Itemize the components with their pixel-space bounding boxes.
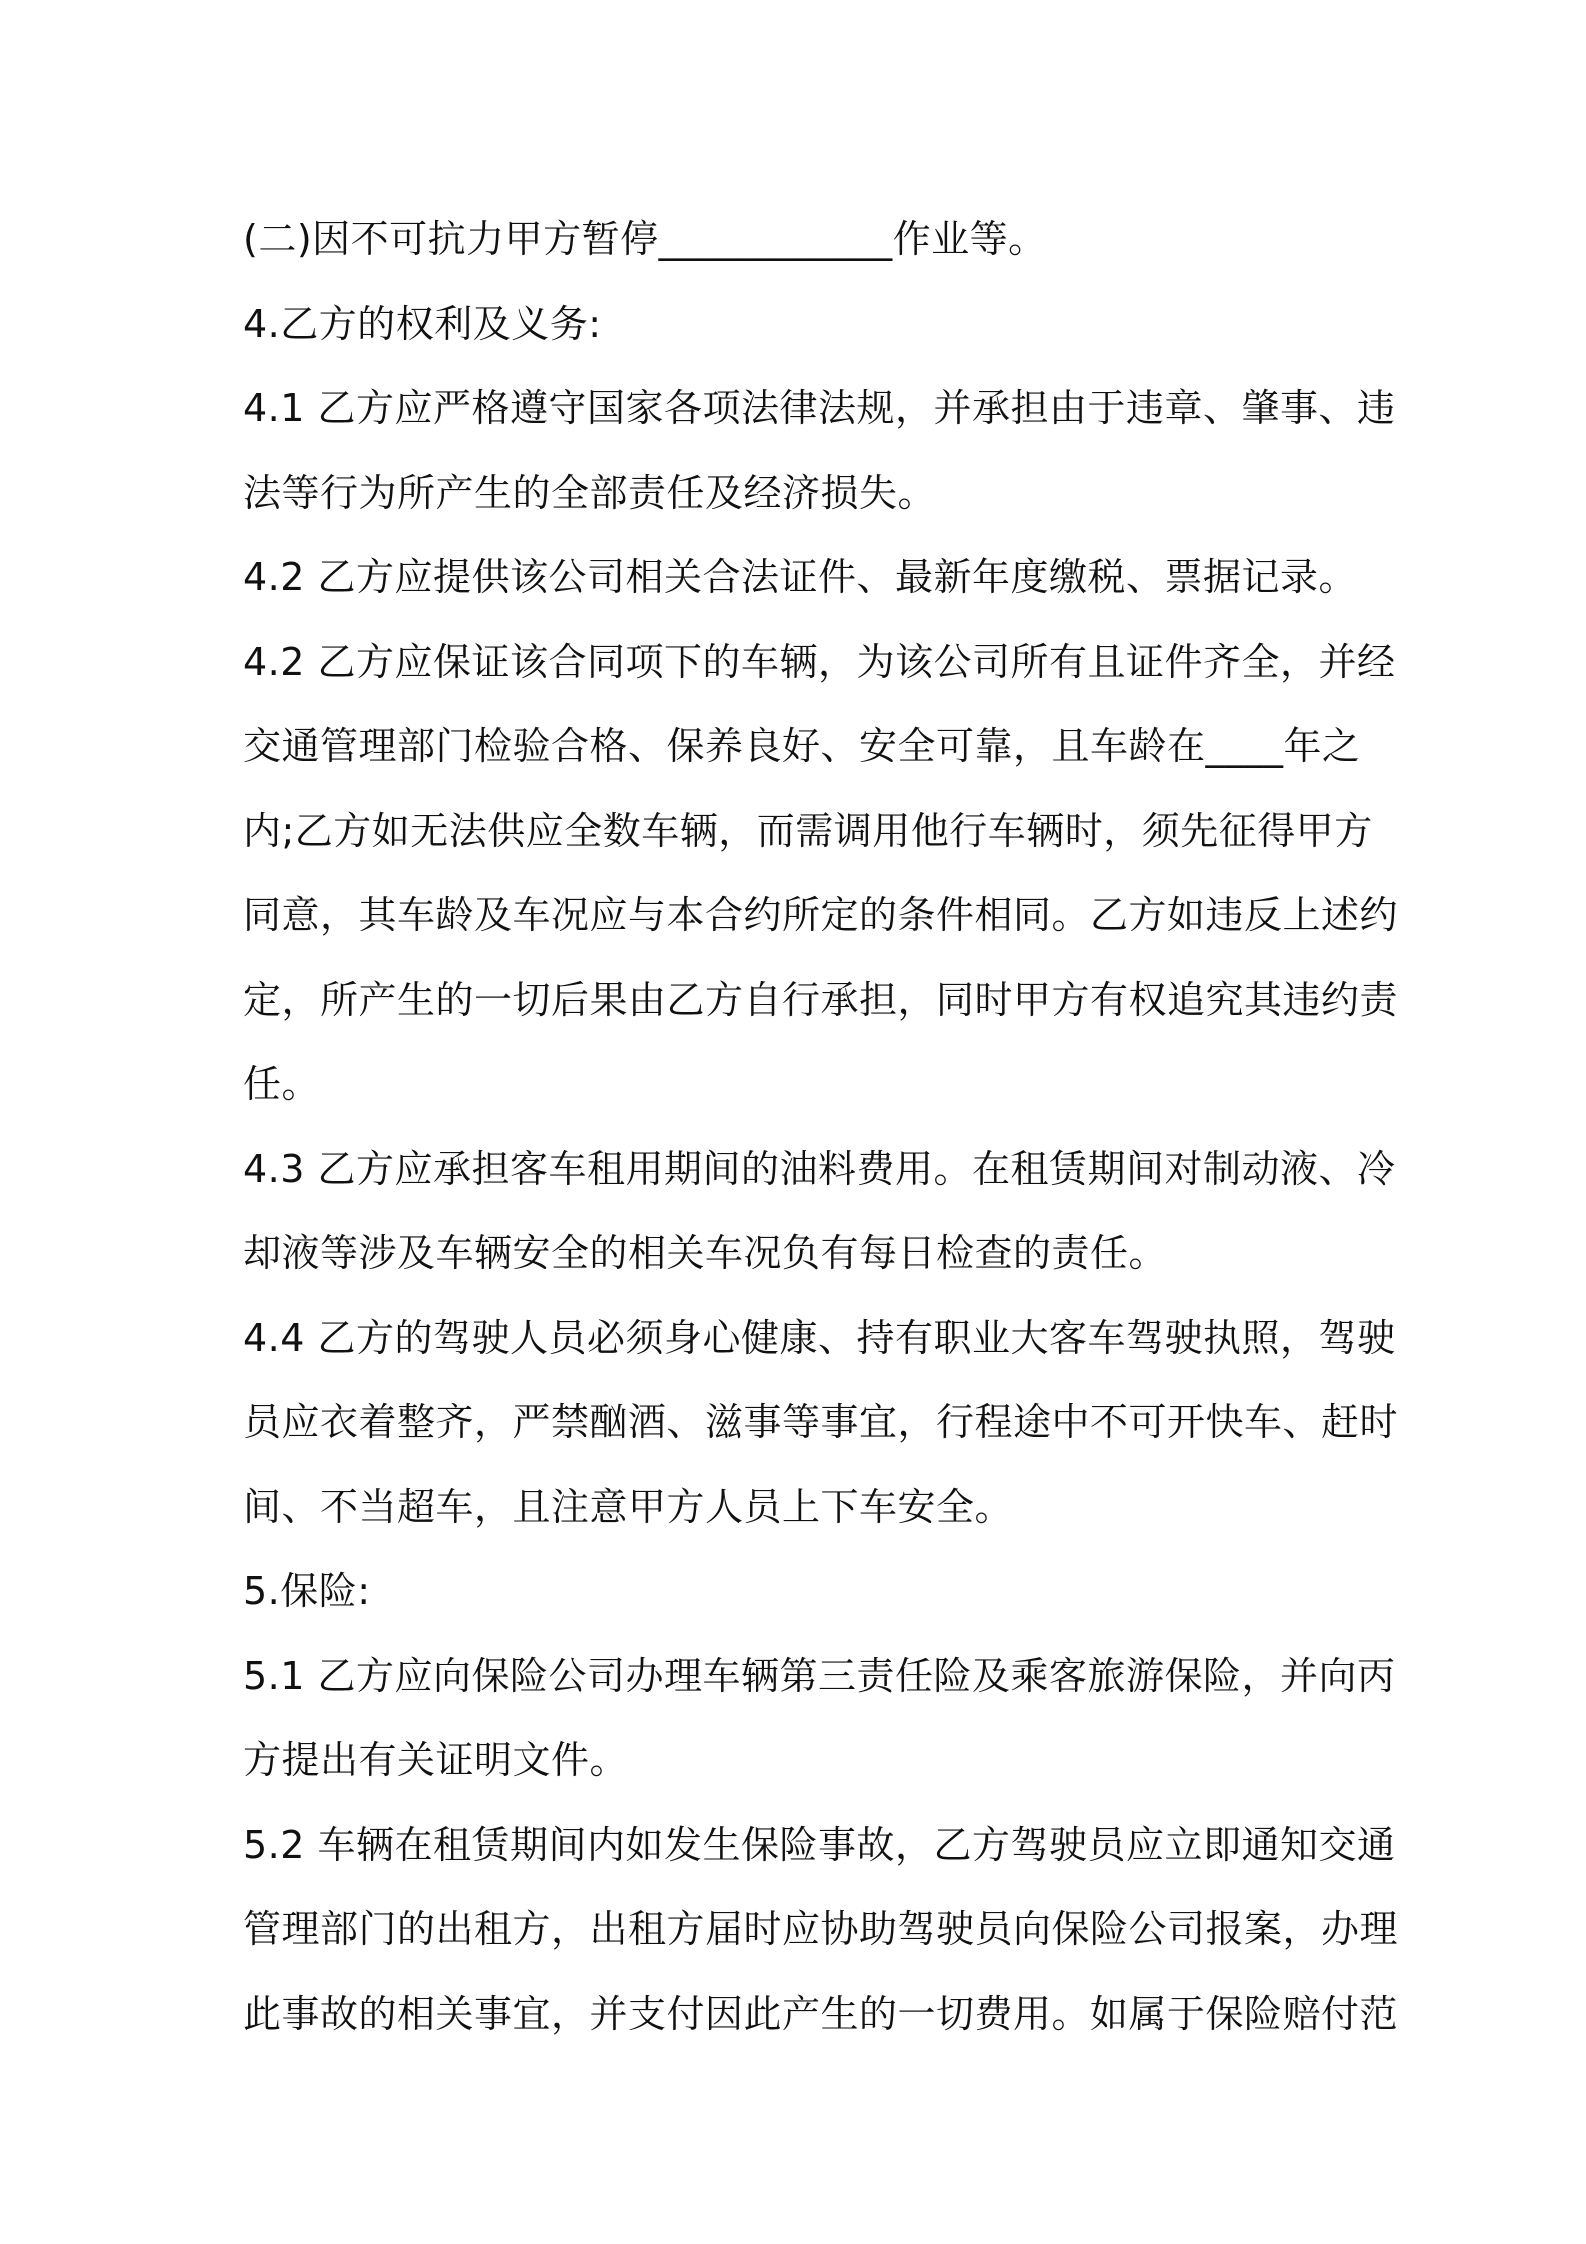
text-line: 定，所产生的一切后果由乙方自行承担，同时甲方有权追究其违约责 (243, 977, 1399, 1022)
text-line: 间、不当超车，且注意甲方人员上下车安全。 (243, 1484, 1014, 1529)
text-line: 交通管理部门检验合格、保养良好、安全可靠，且车龄在____年之 (243, 724, 1361, 768)
text-line: (二)因不可抗力甲方暂停____________作业等。 (243, 217, 1047, 261)
text-line: 此事故的相关事宜，并支付因此产生的一切费用。如属于保险赔付范 (243, 1991, 1399, 2036)
text-line: 任。 (243, 1062, 321, 1106)
text-line: 5.2 车辆在租赁期间内如发生保险事故，乙方驾驶员应立即通知交通 (243, 1822, 1396, 1867)
section-heading: 5.保险: (243, 1569, 371, 1613)
text-line: 管理部门的出租方，出租方届时应协助驾驶员向保险公司报案，办理 (243, 1907, 1399, 1951)
text-line: 员应衣着整齐，严禁酗酒、滋事等事宜，行程途中不可开快车、赶时 (243, 1400, 1399, 1444)
text-line: 同意，其车龄及车况应与本合约所定的条件相同。乙方如违反上述约 (243, 893, 1399, 937)
text-line: 内;乙方如无法供应全数车辆，而需调用他行车辆时，须先征得甲方 (243, 808, 1373, 853)
text-line: 却液等涉及车辆安全的相关车况负有每日检查的责任。 (243, 1231, 1168, 1275)
text-line: 4.3 乙方应承担客车租用期间的油料费用。在租赁期间对制动液、冷 (243, 1146, 1396, 1191)
text-line: 4.2 乙方应提供该公司相关合法证件、最新年度缴税、票据记录。 (243, 555, 1358, 599)
text-line: 5.1 乙方应向保险公司办理车辆第三责任险及乘客旅游保险，并向丙 (243, 1653, 1396, 1698)
text-line: 4.1 乙方应严格遵守国家各项法律法规，并承担由于违章、肇事、违 (243, 386, 1396, 430)
text-line: 方提出有关证明文件。 (243, 1738, 629, 1782)
text-line: 4.2 乙方应保证该合同项下的车辆，为该公司所有且证件齐全，并经 (243, 639, 1396, 684)
document-body (243, 197, 1399, 2056)
text-line: 法等行为所产生的全部责任及经济损失。 (243, 470, 937, 515)
text-line: 4.4 乙方的驾驶人员必须身心健康、持有职业大客车驾驶执照，驾驶 (243, 1315, 1396, 1360)
section-heading: 4.乙方的权利及义务: (243, 301, 602, 346)
